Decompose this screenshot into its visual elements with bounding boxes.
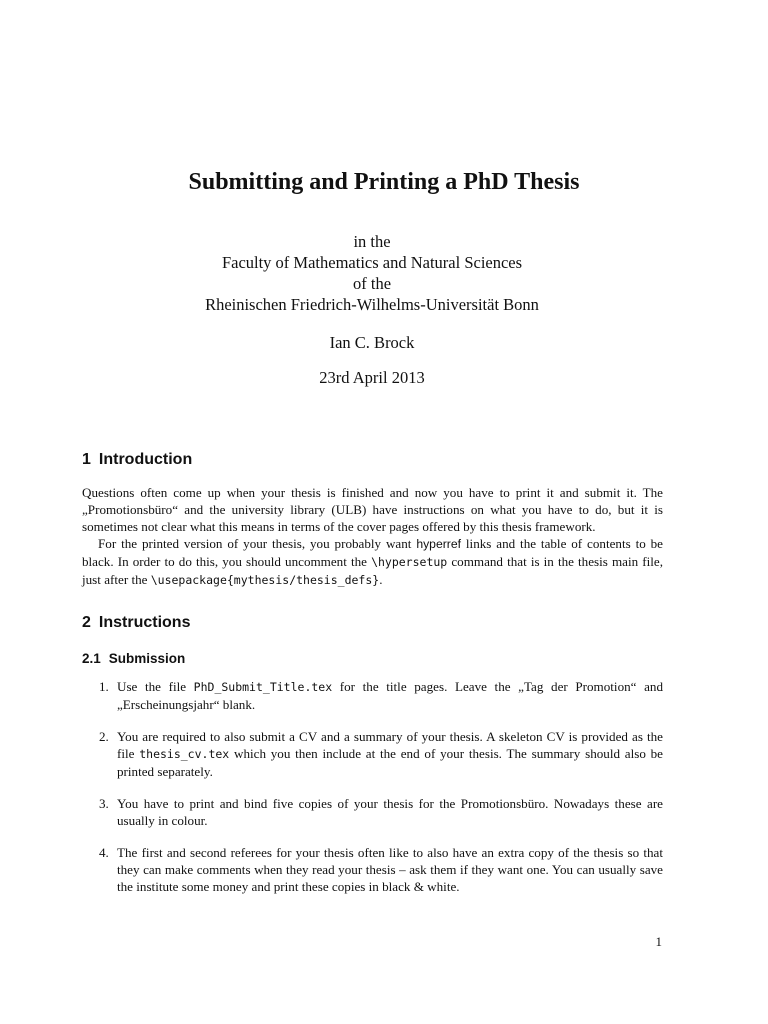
list-item xyxy=(82,795,663,829)
code-text: PhD_Submit_Title.tex xyxy=(193,680,333,694)
document-date: 23rd April 2013 xyxy=(319,368,425,387)
list-item-text xyxy=(117,679,663,712)
title-affiliation xyxy=(0,231,744,315)
section-title: Introduction xyxy=(98,451,193,468)
subsection-number: 2.1 xyxy=(82,651,101,666)
section-number: 1 xyxy=(82,451,91,468)
section-title: Instructions xyxy=(98,614,191,631)
section-heading-introduction xyxy=(82,450,192,470)
package-name: hyperref xyxy=(416,537,462,551)
list-item-text xyxy=(117,729,663,779)
text-run: . xyxy=(379,572,383,587)
list-item xyxy=(82,844,663,895)
text-run: You have to print and bind five copies of your thesis for the Promotionsbüro. Nowadays these are usually in colour. xyxy=(117,796,663,828)
text-run: Use the file xyxy=(117,679,194,694)
text-run: For the printed version of your thesis, you probably want xyxy=(98,536,417,551)
list-item xyxy=(82,728,663,780)
affiliation-line: in the xyxy=(353,232,391,251)
text-run: The first and second referees for your thesis often like to also have an extra copy of the thesis so that they can make comments when they read your thesis – ask them if they want one. You can usually save the institute some money and print these copies in black & white. xyxy=(117,845,663,894)
section-number: 2 xyxy=(82,614,91,631)
section-heading-instructions xyxy=(82,613,190,633)
paragraph xyxy=(82,535,663,589)
list-marker: 2. xyxy=(99,729,109,744)
affiliation-line: Rheinischen Friedrich-Wilhelms-Universität Bonn xyxy=(205,295,539,314)
page-number: 1 xyxy=(655,934,662,949)
subsection-title: Submission xyxy=(108,651,186,666)
code-text: \usepackage{mythesis/thesis_defs} xyxy=(150,573,380,587)
list-marker: 3. xyxy=(99,796,109,811)
subsection-heading-submission xyxy=(82,650,185,668)
code-text: thesis_cv.tex xyxy=(139,747,230,761)
paragraph xyxy=(82,484,663,535)
text-run: Questions often come up when your thesis is finished and now you have to print it and submit it. The „Promotionsbüro“ and the university library (ULB) have instructions on what you have to do, but it is sometimes not clear what this means in terms of the cover pages offered by this thesis framework. xyxy=(82,485,663,534)
text-run: which you then include at the end of your thesis. The summary should also be printed separately. xyxy=(117,746,663,779)
text-run: links and the table of contents to be black. In order to do this, you should uncomment the xyxy=(82,536,663,569)
document-author: Ian C. Brock xyxy=(329,333,415,352)
list-item-text xyxy=(117,845,663,894)
submission-list xyxy=(82,678,663,910)
introduction-body xyxy=(82,484,663,589)
document-title: Submitting and Printing a PhD Thesis xyxy=(188,169,580,195)
list-item-text xyxy=(117,796,663,828)
list-marker: 4. xyxy=(99,845,109,860)
list-marker: 1. xyxy=(99,679,109,694)
affiliation-line: of the xyxy=(352,274,392,293)
affiliation-line: Faculty of Mathematics and Natural Sciences xyxy=(221,253,523,272)
text-run: for the title pages. Leave the „Tag der Promotion“ and „Erscheinungsjahr“ blank. xyxy=(117,679,663,712)
text-run: You are required to also submit a CV and a summary of your thesis. A skeleton CV is provided as the file xyxy=(117,729,663,761)
code-text: \hypersetup xyxy=(371,555,448,569)
list-item xyxy=(82,678,663,713)
text-run: command that is in the thesis main file, just after the xyxy=(82,554,663,587)
